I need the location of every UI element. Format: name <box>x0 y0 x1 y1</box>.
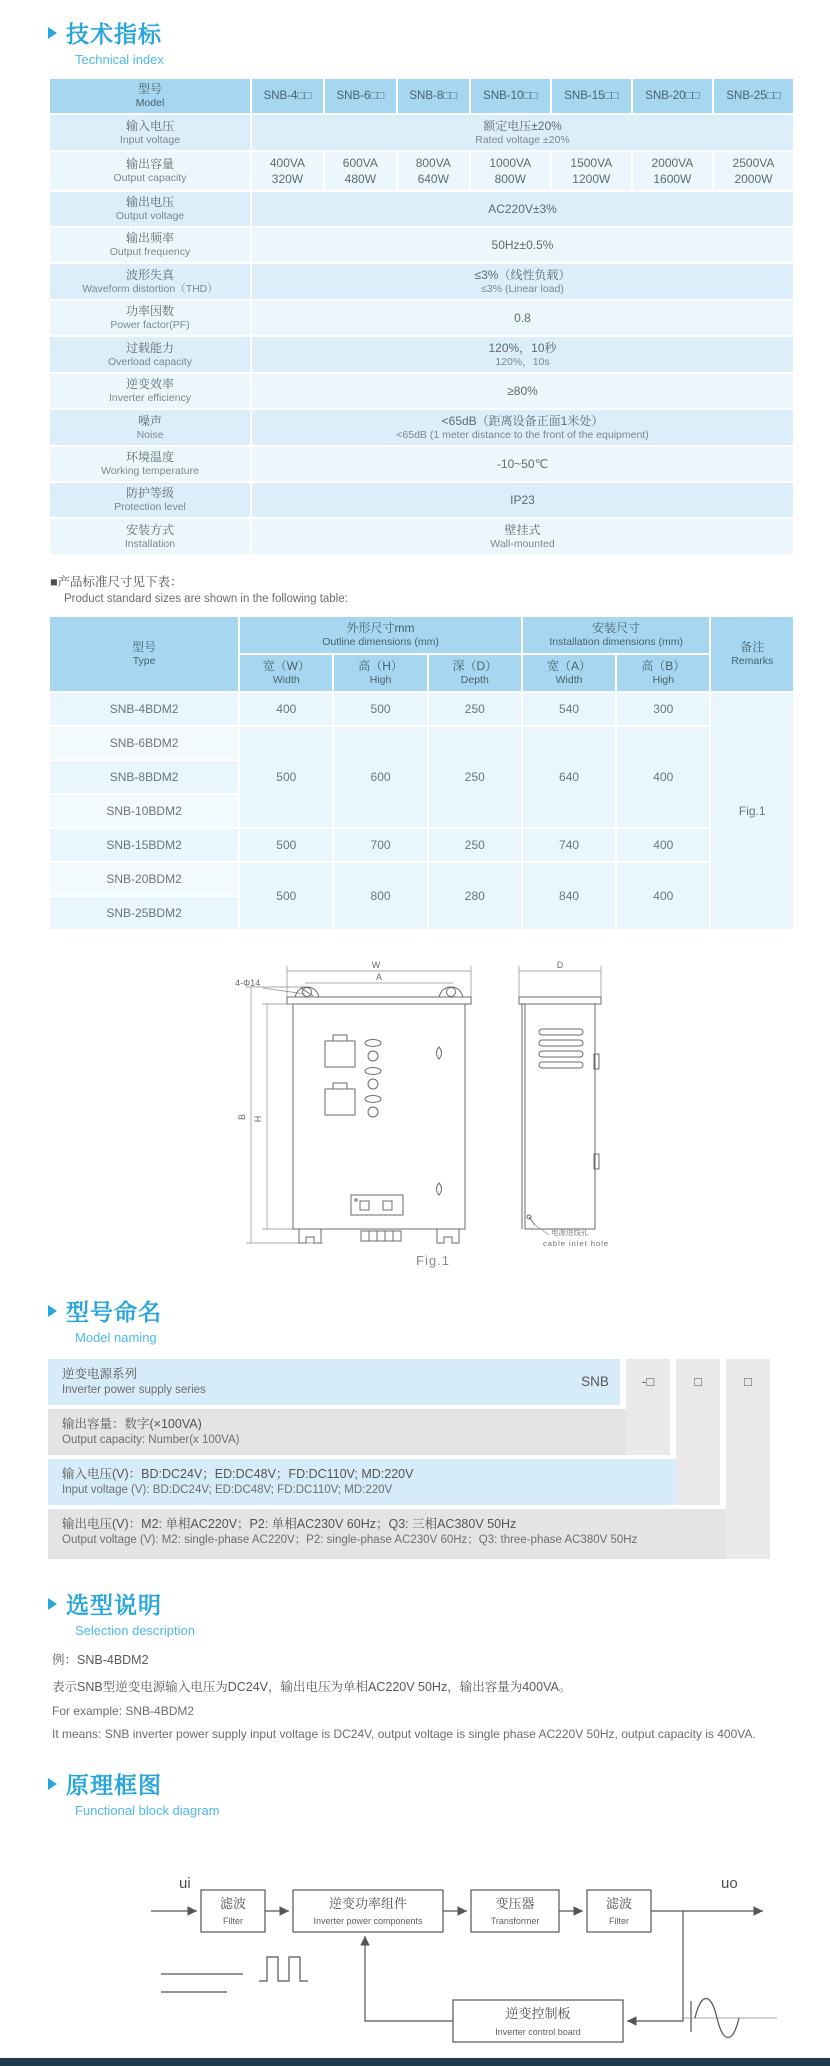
svg-text:逆变功率组件: 逆变功率组件 <box>328 1896 408 1911</box>
dimensions-table <box>48 615 795 931</box>
table-row: SNB-25BDM2 <box>50 897 793 929</box>
selection-meaning-en: It means: SNB inverter power supply input voltage is DC24V, output voltage is single phase AC220V 50Hz, output capacity is 400VA. <box>52 1727 756 1741</box>
svg-text:滤波: 滤波 <box>219 1896 247 1911</box>
hole-callout: 4-Φ14 <box>235 978 261 988</box>
spec-row-protection: 防护等级 Protection level IP23 <box>50 483 793 517</box>
section-title <box>48 1767 795 1800</box>
table-row: SNB-4BDM2 400 500 250 540 300 Fig.1 <box>50 693 793 725</box>
spec-row-output-capacity: 输出容量 Output capacity 400VA 320W 600VA 480W 800VA 640W 1000VA 800W 1500VA 1200W 2000VA 1600W 2500VA 2000W <box>50 152 793 190</box>
dims-subheader-w: 宽（W） Width <box>240 655 332 691</box>
selection-example-en: For example: SNB-4BDM2 <box>52 1704 195 1718</box>
remarks-cell: Fig.1 <box>711 693 793 929</box>
svg-text:变压器: 变压器 <box>495 1896 535 1911</box>
section-title-en: Functional block diagram <box>75 1803 220 1818</box>
table-row: SNB-6BDM2 500 600 250 640 400 <box>50 727 793 759</box>
section-title-zh: 型号命名 <box>66 1299 162 1325</box>
model-naming-diagram <box>48 1359 795 1559</box>
standard-sizes-note <box>50 572 795 605</box>
table-row: SNB-15BDM2 500 700 250 740 400 <box>50 829 793 861</box>
code-segment-strip: □ <box>726 1359 770 1559</box>
spec-row-overload: 过载能力 Overload capacity 120%，10秒 120%，10s <box>50 337 793 372</box>
dims-header-install: 安装尺寸 Installation dimensions (mm) <box>523 617 709 653</box>
table-row: SNB-20BDM2 500 800 280 840 400 <box>50 863 793 895</box>
dim-label-b: B <box>237 1113 247 1121</box>
model-header-cell: SNB-15□□ <box>552 79 631 113</box>
section-selection <box>48 1587 795 1638</box>
section-block-diagram <box>48 1767 795 1818</box>
section-arrow-icon <box>48 27 57 39</box>
section-title-en: Selection description <box>75 1623 195 1638</box>
spec-row-input-voltage: 输入电压 Input voltage 额定电压±20% Rated voltage ±20% <box>50 115 793 150</box>
section-title-zh: 技术指标 <box>66 21 162 47</box>
section-technical-index <box>48 16 795 67</box>
note-en: Product standard sizes are shown in the following table: <box>64 593 348 605</box>
section-arrow-icon <box>48 1305 57 1317</box>
spec-row-waveform-distortion: 波形失真 Waveform distortion（THD） ≤3%（线性负载） ≤3% (Linear load) <box>50 264 793 299</box>
page-footer-bar <box>0 2058 830 2066</box>
dims-subheader-a: 宽（A） Width <box>523 655 615 691</box>
section-title <box>48 16 795 49</box>
cable-inlet-label-zh: 电源进线孔 <box>551 1228 589 1237</box>
technical-drawing <box>233 959 633 1268</box>
figure-caption: Fig.1 <box>416 1253 450 1268</box>
naming-row-capacity: 输出容量：数字(×100VA) Output capacity: Number(x 100VA) <box>48 1409 670 1455</box>
model-header-cell: SNB-25□□ <box>714 79 793 113</box>
note-zh: ■产品标准尺寸见下表： <box>50 575 183 589</box>
model-header-cell: SNB-4□□ <box>252 79 323 113</box>
spec-row-efficiency: 逆变效率 Inverter efficiency ≥80% <box>50 374 793 408</box>
cabinet-drawing-svg <box>233 959 633 1249</box>
output-label: uo <box>721 1875 738 1892</box>
svg-text:滤波: 滤波 <box>605 1896 633 1911</box>
code-segment-strip: -□ <box>626 1359 670 1455</box>
input-label: ui <box>179 1875 191 1892</box>
code-series: SNB <box>581 1374 609 1389</box>
indicator-lamp <box>368 1107 378 1117</box>
door-lock <box>437 1183 442 1195</box>
dim-label-a: A <box>375 972 383 982</box>
spec-header-row <box>50 79 793 113</box>
spec-row-noise: 噪声 Noise <65dB（距离设备正面1米处） <65dB (1 meter distance to the front of the equipment) <box>50 410 793 445</box>
dim-label-h: H <box>253 1115 263 1123</box>
spec-header-model-label: 型号 Model <box>50 79 250 113</box>
svg-text:Inverter control board: Inverter control board <box>495 2027 581 2037</box>
spec-row-output-voltage: 输出电压 Output voltage AC220V±3% <box>50 192 793 226</box>
section-arrow-icon <box>48 1598 57 1610</box>
code-segment-strip: □ <box>676 1359 720 1505</box>
meter-window <box>325 1041 355 1067</box>
selection-example-zh: 例：SNB-4BDM2 <box>52 1653 149 1667</box>
section-title-zh: 选型说明 <box>66 1592 162 1618</box>
svg-text:逆变控制板: 逆变控制板 <box>505 2006 571 2021</box>
model-header-cell: SNB-10□□ <box>471 79 550 113</box>
dim-label-w: W <box>371 960 381 970</box>
spec-row-power-factor: 功率因数 Power factor(PF) 0.8 <box>50 301 793 335</box>
dim-label-d: D <box>556 960 564 970</box>
dims-subheader-h: 高（H） High <box>334 655 426 691</box>
naming-row-series: 逆变电源系列 Inverter power supply series <box>48 1359 620 1405</box>
section-title-en: Model naming <box>75 1330 157 1345</box>
section-title <box>48 1587 795 1620</box>
dims-subheader-b: 高（B） High <box>617 655 709 691</box>
dims-subheader-d: 深（D） Depth <box>429 655 521 691</box>
table-row: SNB-10BDM2 <box>50 795 793 827</box>
block-diagram-svg <box>143 1836 783 2061</box>
table-row: SNB-8BDM2 <box>50 761 793 793</box>
naming-row-input-voltage: 输入电压(V)：BD:DC24V；ED:DC48V；FD:DC110V; MD:220V Input voltage (V): BD:DC24V; ED:DC48V; FD:DC110V; MD:220V <box>48 1459 720 1505</box>
section-arrow-icon <box>48 1778 57 1790</box>
spec-row-output-frequency: 输出频率 Output frequency 50Hz±0.5% <box>50 228 793 262</box>
spec-row-installation: 安装方式 Installation 壁挂式 Wall-mounted <box>50 519 793 554</box>
square-wave-icon <box>259 1957 308 1981</box>
svg-text:Filter: Filter <box>609 1916 629 1926</box>
model-header-cell: SNB-6□□ <box>325 79 396 113</box>
door-lock <box>437 1047 442 1059</box>
section-title-en: Technical index <box>75 52 164 67</box>
spec-table <box>48 77 795 556</box>
svg-text:Inverter power components: Inverter power components <box>313 1916 423 1926</box>
indicator-lamp <box>368 1079 378 1089</box>
naming-row-output-voltage: 输出电压(V)：M2: 单相AC220V；P2: 单相AC230V 60Hz；Q3: 三相AC380V 50Hz Output voltage (V): M2: single-phase AC220V；P2: single-phase AC230V 60Hz；Q3: three-phase AC380V 50Hz <box>48 1509 770 1559</box>
selection-text <box>52 1650 795 1741</box>
dims-header-remarks: 备注 Remarks <box>711 617 793 691</box>
model-header-cell: SNB-20□□ <box>633 79 712 113</box>
spec-row-temperature: 环境温度 Working temperature -10~50℃ <box>50 447 793 481</box>
indicator-lamp <box>368 1051 378 1061</box>
model-header-cell: SNB-8□□ <box>398 79 469 113</box>
dims-header-type: 型号 Type <box>50 617 238 691</box>
section-title <box>48 1294 795 1327</box>
cable-inlet-label-en: cable inlet hole <box>543 1239 610 1248</box>
section-model-naming <box>48 1294 795 1345</box>
meter-window <box>325 1089 355 1115</box>
section-title-zh: 原理框图 <box>66 1772 162 1798</box>
svg-text:Transformer: Transformer <box>490 1916 540 1926</box>
svg-text:Filter: Filter <box>223 1916 243 1926</box>
dims-header-outline: 外形尺寸mm Outline dimensions (mm) <box>240 617 521 653</box>
functional-block-diagram <box>143 1836 795 2066</box>
selection-meaning-zh: 表示SNB型逆变电源输入电压为DC24V，输出电压为单相AC220V 50Hz，输出容量为400VA。 <box>52 1680 572 1694</box>
